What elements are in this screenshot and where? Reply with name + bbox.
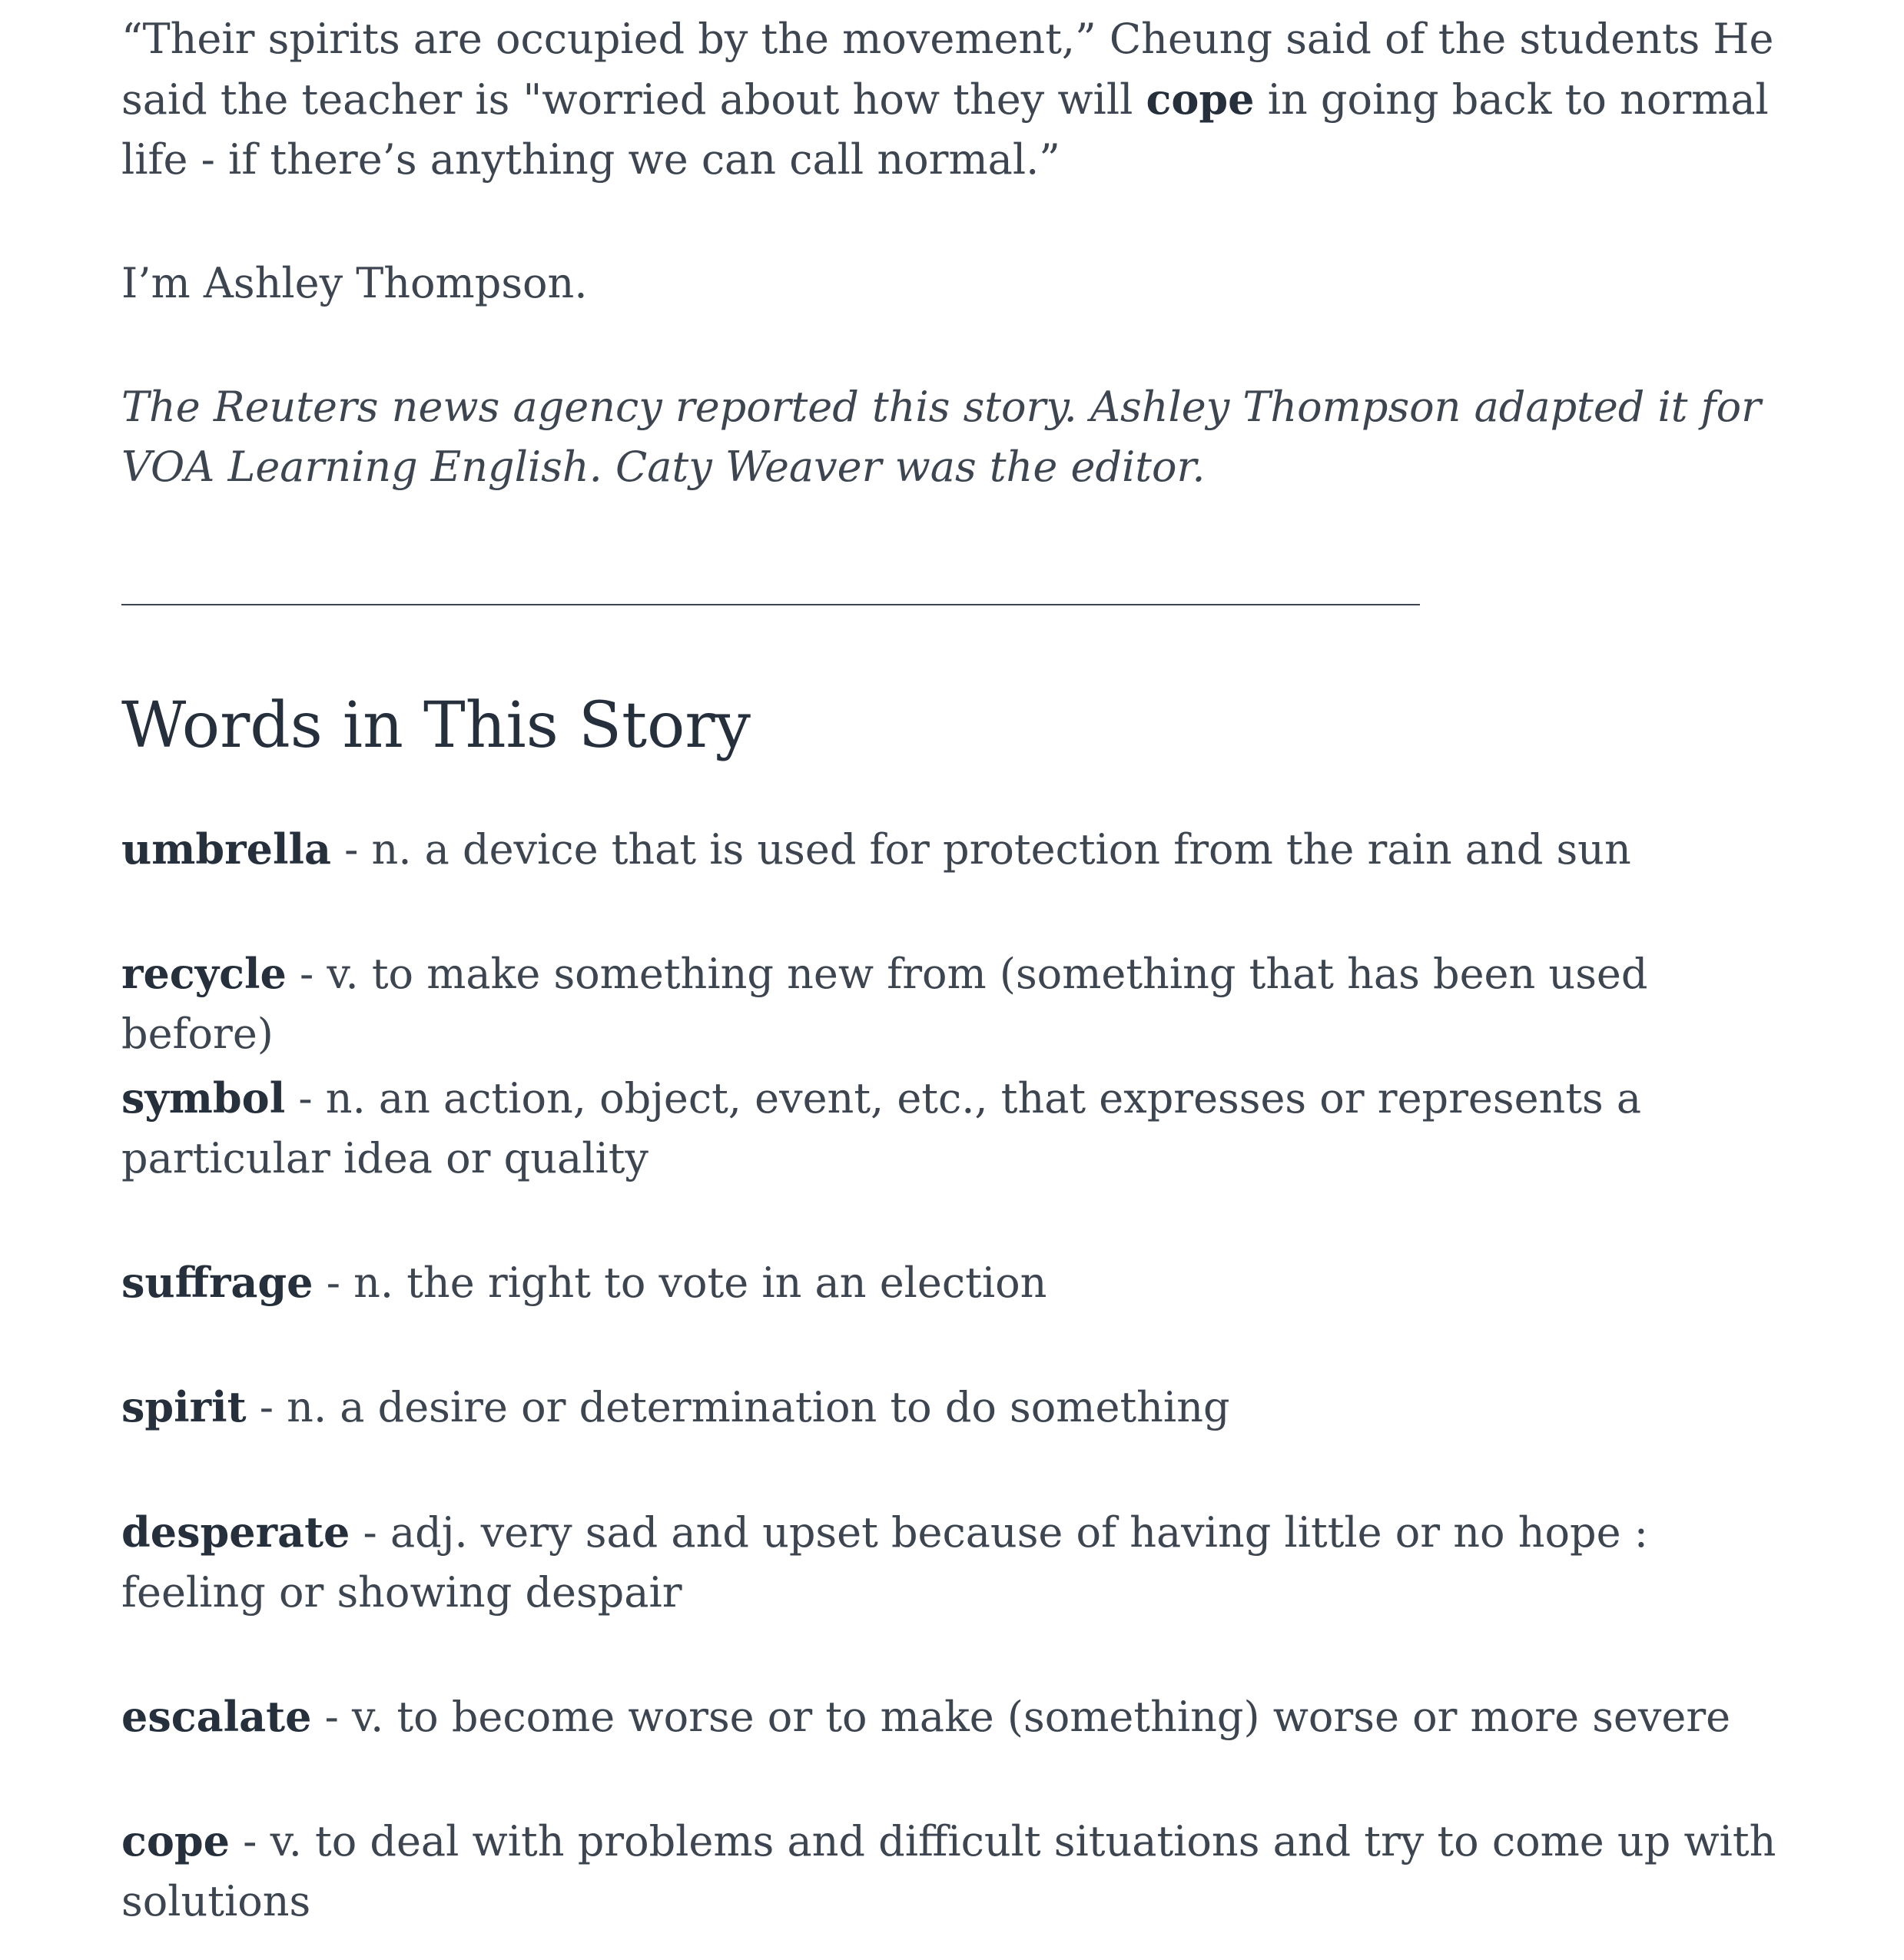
glossary-definition: - n. an action, object, event, etc., that expresses or represents a particular idea or quality <box>121 1074 1642 1182</box>
glossary-definition: - n. the right to vote in an election <box>313 1259 1047 1307</box>
quote-text-start: “Their spirits are occupied by the movement,” Cheung said of the students He said the teacher is "worried about how they will <box>121 15 1774 124</box>
glossary-definition: - v. to deal with problems and difficult situations and try to come up with solutions <box>121 1817 1776 1925</box>
reporter-signoff: I’m Ashley Thompson. <box>121 259 588 307</box>
glossary-definition: - v. to make something new from (something that has been used before) <box>121 950 1648 1058</box>
story-credit: The Reuters news agency reported this story. Ashley Thompson adapted it for VOA Learning English. Caty Weaver was the editor. <box>121 383 1761 491</box>
glossary-term: suffrage <box>121 1258 313 1307</box>
glossary-entry-umbrella <box>121 819 1789 880</box>
glossary-entry-cope <box>121 1811 1789 1932</box>
glossary-definition: - n. a device that is used for protection from the rain and sun <box>330 825 1631 874</box>
glossary-entry-suffrage <box>121 1252 1789 1313</box>
glossary-entry-recycle <box>121 944 1789 1064</box>
quote-text-end: in going back to normal life - if there’s anything we can call normal.” <box>121 75 1769 184</box>
glossary-term: escalate <box>121 1692 312 1741</box>
glossary-term: umbrella <box>121 824 331 874</box>
glossary-term: desperate <box>121 1507 350 1557</box>
glossary-term: cope <box>121 1816 231 1865</box>
glossary-term: symbol <box>121 1073 286 1123</box>
glossary-entry-escalate <box>121 1686 1789 1747</box>
glossary-term: spirit <box>121 1382 247 1431</box>
quote-bold-word: cope <box>1146 75 1255 124</box>
glossary-entry-symbol <box>121 1068 1789 1189</box>
glossary-term: recycle <box>121 949 287 998</box>
glossary-entry-spirit <box>121 1377 1789 1438</box>
glossary-definition: - adj. very sad and upset because of having little or no hope : feeling or showing despair <box>121 1508 1648 1617</box>
section-divider <box>121 604 1420 605</box>
glossary-definition: - n. a desire or determination to do something <box>246 1383 1230 1431</box>
words-in-this-story-heading: Words in This Story <box>121 689 751 762</box>
glossary-definition: - v. to become worse or to make (something) worse or more severe <box>311 1693 1731 1741</box>
glossary-entry-desperate <box>121 1502 1789 1623</box>
quote-paragraph <box>121 9 1789 190</box>
